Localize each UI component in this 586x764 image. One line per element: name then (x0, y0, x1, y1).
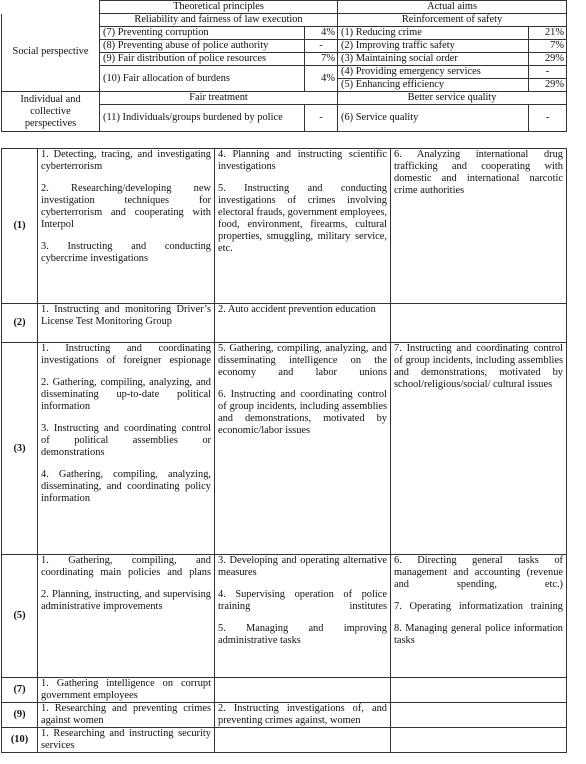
actual-aims-header: Actual aims (338, 1, 567, 14)
task-cell-col2 (215, 304, 391, 343)
principle-9-pct: 7% (305, 53, 338, 66)
task-cell-col1 (38, 703, 215, 728)
reinforcement-subheader: Reinforcement of safety (338, 14, 567, 27)
task-cell-col1 (38, 343, 215, 555)
task-item: 5. Instructing and conducting investigations of crimes involving electoral frauds, government employees, food, environment, firearms, cultural properties, smuggling, military service, etc. (218, 183, 387, 254)
table-row (2, 149, 567, 304)
row-label: (9) (2, 703, 38, 728)
row-label: (2) (2, 304, 38, 343)
task-item: 2. Researching/developing new investigation techniques for cyberterrorism and cooperating with Interpol (41, 183, 211, 230)
task-item: 4. Supervising operation of police training institutes (218, 589, 387, 612)
reliability-subheader: Reliability and fairness of law execution (100, 14, 338, 27)
principle-8-pct: - (305, 40, 338, 53)
table-row (2, 304, 567, 343)
task-cell-col3 (391, 149, 567, 304)
tasks-table (1, 148, 567, 753)
task-cell-col3 (391, 703, 567, 728)
aim-3-pct: 29% (529, 53, 567, 66)
task-item: 2. Planning, instructing, and supervising administrative improvements (41, 589, 211, 612)
task-item: 1. Detecting, tracing, and investigating cyberterrorism (41, 149, 211, 172)
task-item: 1. Instructing and coordinating investigations of foreigner espionage (41, 343, 211, 366)
task-item: 4. Gathering, compiling, analyzing, disseminating, and coordinating policy information (41, 469, 211, 504)
aim-1-pct: 21% (529, 27, 567, 40)
task-item: 1. Researching and preventing crimes against women (41, 703, 211, 726)
aim-6: (6) Service quality (338, 105, 529, 132)
task-cell-col3 (391, 343, 567, 555)
task-item: 5. Managing and improving administrative tasks (218, 623, 387, 646)
task-item: 6. Directing general tasks of management and accounting (revenue and spending, etc.) (394, 555, 563, 590)
row-label: (1) (2, 149, 38, 304)
task-item: 8. Managing general police information tasks (394, 623, 563, 646)
task-item: 7. Instructing and coordinating control of group incidents, including assemblies and demonstrations, motivated by school/religious/social/ cultural issues (394, 343, 563, 390)
task-item: 6. Instructing and coordinating control of group incidents, including assemblies and demonstrations, motivated by economic/labor issues (218, 389, 387, 436)
task-cell-col2 (215, 343, 391, 555)
row-label: (7) (2, 678, 38, 703)
row-label: (5) (2, 555, 38, 678)
task-cell-col1 (38, 728, 215, 753)
aim-4-pct: - (529, 66, 567, 79)
task-item: 6. Analyzing international drug trafficking and cooperating with domestic and international narcotic crime authorities (394, 149, 563, 196)
aim-6-pct: - (529, 105, 567, 132)
principle-11-pct: - (305, 105, 338, 132)
principle-7: (7) Preventing corruption (100, 27, 305, 40)
theoretical-principles-header: Theoretical principles (100, 1, 338, 14)
task-item: 1. Instructing and monitoring Driver’s License Test Monitoring Group (41, 304, 211, 327)
task-item: 4. Planning and instructing scientific investigations (218, 149, 387, 172)
task-cell-col2 (215, 703, 391, 728)
individual-perspectives-label: Individual and collective perspectives (2, 92, 100, 132)
blank-corner (2, 1, 100, 14)
principle-7-pct: 4% (305, 27, 338, 40)
task-item: 2. Instructing investigations of, and preventing crimes against, women (218, 703, 387, 726)
task-item: 3. Instructing and conducting cybercrime investigations (41, 241, 211, 264)
principle-9: (9) Fair distribution of police resources (100, 53, 305, 66)
task-cell-col1 (38, 678, 215, 703)
task-cell-col1 (38, 149, 215, 304)
aim-5-pct: 29% (529, 79, 567, 92)
table-row (2, 555, 567, 678)
task-item: 2. Gathering, compiling, analyzing, and disseminating up-to-date political information (41, 377, 211, 412)
fair-treatment-subheader: Fair treatment (100, 92, 338, 105)
task-item: 1. Gathering, compiling, and coordinating main policies and plans (41, 555, 211, 578)
task-cell-col2 (215, 149, 391, 304)
aim-4: (4) Providing emergency services (338, 66, 529, 79)
task-cell-col3 (391, 304, 567, 343)
principle-11: (11) Individuals/groups burdened by police (100, 105, 305, 132)
task-item: 5. Gathering, compiling, analyzing, and disseminating intelligence on the economy and labor unions (218, 343, 387, 378)
task-item: 2. Auto accident prevention education (218, 304, 376, 315)
better-service-subheader: Better service quality (338, 92, 567, 105)
task-cell-col1 (38, 555, 215, 678)
task-item: 3. Developing and operating alternative measures (218, 555, 387, 578)
table-row (2, 703, 567, 728)
task-item: 7. Operating informatization training (394, 601, 563, 612)
task-item: 3. Instructing and coordinating control of political assemblies or demonstrations (41, 423, 211, 458)
task-cell-col1 (38, 304, 215, 343)
aim-5: (5) Enhancing efficiency (338, 79, 529, 92)
task-item: 1. Researching and instructing security services (41, 728, 211, 751)
aim-2: (2) Improving traffic safety (338, 40, 529, 53)
task-item: 1. Gathering intelligence on corrupt government employees (41, 678, 211, 701)
task-cell-col2 (215, 728, 391, 753)
principle-8: (8) Preventing abuse of police authority (100, 40, 305, 53)
aim-3: (3) Maintaining social order (338, 53, 529, 66)
table-row (2, 678, 567, 703)
task-cell-col3 (391, 678, 567, 703)
aim-2-pct: 7% (529, 40, 567, 53)
aim-1: (1) Reducing crime (338, 27, 529, 40)
table-row (2, 343, 567, 555)
task-cell-col3 (391, 728, 567, 753)
table-row (2, 728, 567, 753)
principle-10-pct: 4% (305, 66, 338, 92)
task-cell-col2 (215, 555, 391, 678)
task-cell-col3 (391, 555, 567, 678)
row-label: (3) (2, 343, 38, 555)
principles-aims-table (1, 0, 567, 132)
task-cell-col2 (215, 678, 391, 703)
row-label: (10) (2, 728, 38, 753)
principle-10: (10) Fair allocation of burdens (100, 66, 305, 92)
social-perspective-label: Social perspective (2, 14, 100, 92)
